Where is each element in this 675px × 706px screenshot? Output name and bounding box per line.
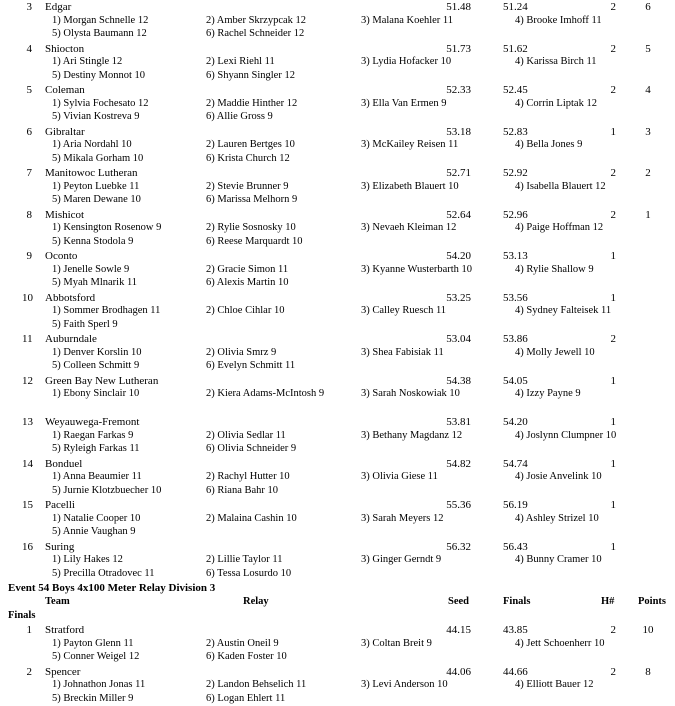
header-finals: Finals xyxy=(503,595,530,609)
relay-runner-1: 1) Ari Stingle 12 xyxy=(52,55,122,69)
entry-line xyxy=(0,235,675,249)
entry-line xyxy=(0,276,675,290)
section-label: Finals xyxy=(0,609,675,623)
result-entry xyxy=(0,415,675,457)
entry-line xyxy=(0,442,675,456)
entry-line xyxy=(0,401,675,415)
relay-runner-2: 2) Rylie Sosnosky 10 xyxy=(206,221,296,235)
entry-line xyxy=(0,415,675,429)
relay-runner-2: 2) Lillie Taylor 11 xyxy=(206,553,283,567)
final-time: 54.05 xyxy=(503,374,528,388)
place-number: 14 xyxy=(22,457,32,471)
team-name: Shiocton xyxy=(45,42,84,56)
entry-line xyxy=(0,498,675,512)
relay-runner-1: 1) Payton Glenn 11 xyxy=(52,637,134,651)
relay-runner-6: 6) Shyann Singler 12 xyxy=(206,69,295,83)
relay-runner-6: 6) Krista Church 12 xyxy=(206,152,290,166)
relay-runner-3: 3) Malana Koehler 11 xyxy=(361,14,453,28)
place-number: 3 xyxy=(22,0,32,14)
seed-time: 54.20 xyxy=(420,249,471,263)
relay-runner-3: 3) Shea Fabisiak 11 xyxy=(361,346,444,360)
points-value: 3 xyxy=(640,125,656,139)
entry-line xyxy=(0,97,675,111)
heat-number: 1 xyxy=(600,457,616,471)
relay-runner-6: 6) Kaden Foster 10 xyxy=(206,650,287,664)
place-number: 6 xyxy=(22,125,32,139)
relay-runner-6: 6) Tessa Losurdo 10 xyxy=(206,567,291,581)
result-entry xyxy=(0,291,675,333)
heat-number: 2 xyxy=(600,332,616,346)
relay-runner-3: 3) Kyanne Wusterbarth 10 xyxy=(361,263,472,277)
final-time: 54.74 xyxy=(503,457,528,471)
place-number: 9 xyxy=(22,249,32,263)
entry-line xyxy=(0,678,675,692)
relay-runner-1: 1) Aria Nordahl 10 xyxy=(52,138,132,152)
entry-line xyxy=(0,110,675,124)
points-value: 1 xyxy=(640,208,656,222)
relay-runner-5: 5) Destiny Monnot 10 xyxy=(52,69,145,83)
final-time: 51.62 xyxy=(503,42,528,56)
entry-line xyxy=(0,55,675,69)
seed-time: 52.64 xyxy=(420,208,471,222)
entry-line xyxy=(0,525,675,539)
seed-time: 54.38 xyxy=(420,374,471,388)
seed-time: 44.06 xyxy=(420,665,471,679)
heat-number: 2 xyxy=(600,0,616,14)
team-name: Coleman xyxy=(45,83,85,97)
entry-line xyxy=(0,359,675,373)
relay-runner-3: 3) Sarah Meyers 12 xyxy=(361,512,444,526)
relay-runner-6: 6) Rachel Schneider 12 xyxy=(206,27,304,41)
relay-runner-2: 2) Chloe Cihlar 10 xyxy=(206,304,284,318)
header-relay: Relay xyxy=(243,595,269,609)
relay-runner-1: 1) Raegan Farkas 9 xyxy=(52,429,133,443)
relay-runner-1: 1) Morgan Schnelle 12 xyxy=(52,14,148,28)
entry-line xyxy=(0,249,675,263)
relay-runner-2: 2) Olivia Smrz 9 xyxy=(206,346,276,360)
relay-runner-4: 4) Bella Jones 9 xyxy=(515,138,582,152)
relay-runner-2: 2) Gracie Simon 11 xyxy=(206,263,288,277)
seed-time: 52.33 xyxy=(420,83,471,97)
entry-line xyxy=(0,332,675,346)
seed-time: 53.18 xyxy=(420,125,471,139)
relay-runner-3: 3) Bethany Magdanz 12 xyxy=(361,429,462,443)
team-name: Oconto xyxy=(45,249,77,263)
result-entry xyxy=(0,166,675,208)
result-entry xyxy=(0,42,675,84)
place-number: 10 xyxy=(22,291,32,305)
place-number: 8 xyxy=(22,208,32,222)
seed-time: 51.48 xyxy=(420,0,471,14)
relay-runner-1: 1) Ebony Sinclair 10 xyxy=(52,387,139,401)
place-number: 1 xyxy=(22,623,32,637)
team-name: Auburndale xyxy=(45,332,97,346)
relay-runner-4: 4) Joslynn Clumpner 10 xyxy=(515,429,616,443)
relay-runner-5: 5) Mikala Gorham 10 xyxy=(52,152,143,166)
relay-runner-6: 6) Riana Bahr 10 xyxy=(206,484,278,498)
entry-line xyxy=(0,540,675,554)
heat-number: 1 xyxy=(600,125,616,139)
team-name: Stratford xyxy=(45,623,84,637)
relay-runner-6: 6) Evelyn Schmitt 11 xyxy=(206,359,295,373)
relay-runner-6: 6) Reese Marquardt 10 xyxy=(206,235,303,249)
relay-runner-2: 2) Kiera Adams-McIntosh 9 xyxy=(206,387,324,401)
final-time: 44.66 xyxy=(503,665,528,679)
entry-line xyxy=(0,512,675,526)
relay-runner-4: 4) Paige Hoffman 12 xyxy=(515,221,603,235)
team-name: Green Bay New Lutheran xyxy=(45,374,158,388)
final-time: 54.20 xyxy=(503,415,528,429)
relay-runner-1: 1) Kensington Rosenow 9 xyxy=(52,221,161,235)
place-number: 7 xyxy=(22,166,32,180)
relay-runner-6: 6) Olivia Schneider 9 xyxy=(206,442,296,456)
entry-line xyxy=(0,208,675,222)
relay-runner-5: 5) Jurnie Klotzbuecher 10 xyxy=(52,484,161,498)
team-name: Pacelli xyxy=(45,498,75,512)
points-value: 4 xyxy=(640,83,656,97)
final-time: 53.13 xyxy=(503,249,528,263)
entry-line xyxy=(0,692,675,706)
team-name: Abbotsford xyxy=(45,291,95,305)
result-entry xyxy=(0,623,675,665)
relay-runner-2: 2) Lauren Bertges 10 xyxy=(206,138,295,152)
relay-runner-5: 5) Olysta Baumann 12 xyxy=(52,27,147,41)
relay-runner-5: 5) Faith Sperl 9 xyxy=(52,318,118,332)
relay-runner-2: 2) Rachyl Hutter 10 xyxy=(206,470,290,484)
final-time: 53.56 xyxy=(503,291,528,305)
entry-line xyxy=(0,429,675,443)
heat-number: 2 xyxy=(600,42,616,56)
relay-runner-4: 4) Rylie Shallow 9 xyxy=(515,263,594,277)
relay-runner-1: 1) Sylvia Fochesato 12 xyxy=(52,97,149,111)
final-time: 52.45 xyxy=(503,83,528,97)
entry-line xyxy=(0,0,675,14)
entry-line xyxy=(0,374,675,388)
final-time: 43.85 xyxy=(503,623,528,637)
relay-runner-3: 3) Lydia Hofacker 10 xyxy=(361,55,451,69)
heat-number: 2 xyxy=(600,166,616,180)
result-entry xyxy=(0,457,675,499)
relay-runner-4: 4) Corrin Liptak 12 xyxy=(515,97,597,111)
final-time: 52.83 xyxy=(503,125,528,139)
entry-line xyxy=(0,291,675,305)
heat-number: 2 xyxy=(600,83,616,97)
place-number: 13 xyxy=(22,415,32,429)
relay-runner-1: 1) Denver Korslin 10 xyxy=(52,346,142,360)
relay-runner-4: 4) Molly Jewell 10 xyxy=(515,346,595,360)
team-name: Bonduel xyxy=(45,457,82,471)
entry-line xyxy=(0,457,675,471)
relay-runner-2: 2) Lexi Riehl 11 xyxy=(206,55,275,69)
final-time: 56.19 xyxy=(503,498,528,512)
seed-time: 53.81 xyxy=(420,415,471,429)
heat-number: 2 xyxy=(600,665,616,679)
relay-runner-4: 4) Karissa Birch 11 xyxy=(515,55,597,69)
place-number: 2 xyxy=(22,665,32,679)
relay-runner-3: 3) Calley Ruesch 11 xyxy=(361,304,446,318)
seed-time: 56.32 xyxy=(420,540,471,554)
result-entry xyxy=(0,540,675,582)
heat-number: 1 xyxy=(600,249,616,263)
result-entry xyxy=(0,0,675,42)
relay-runner-4: 4) Brooke Imhoff 11 xyxy=(515,14,602,28)
entry-line xyxy=(0,346,675,360)
points-value: 10 xyxy=(640,623,656,637)
entry-line xyxy=(0,567,675,581)
relay-runner-5: 5) Precilla Otradovec 11 xyxy=(52,567,155,581)
final-time: 52.96 xyxy=(503,208,528,222)
relay-runner-5: 5) Ryleigh Farkas 11 xyxy=(52,442,140,456)
final-time: 53.86 xyxy=(503,332,528,346)
result-entry xyxy=(0,332,675,374)
final-time: 56.43 xyxy=(503,540,528,554)
relay-runner-6: 6) Marissa Melhorn 9 xyxy=(206,193,297,207)
entry-line xyxy=(0,193,675,207)
entry-line xyxy=(0,623,675,637)
relay-runner-4: 4) Elliott Bauer 12 xyxy=(515,678,593,692)
relay-runner-3: 3) Levi Anderson 10 xyxy=(361,678,448,692)
entry-line xyxy=(0,470,675,484)
result-entry xyxy=(0,374,675,416)
header-team: Team xyxy=(45,595,70,609)
seed-time: 51.73 xyxy=(420,42,471,56)
relay-runner-5: 5) Myah Mlnarik 11 xyxy=(52,276,137,290)
relay-runner-1: 1) Johnathon Jonas 11 xyxy=(52,678,145,692)
team-name: Edgar xyxy=(45,0,71,14)
relay-runner-4: 4) Isabella Blauert 12 xyxy=(515,180,606,194)
relay-runner-1: 1) Jenelle Sowle 9 xyxy=(52,263,129,277)
team-name: Suring xyxy=(45,540,74,554)
points-value: 2 xyxy=(640,166,656,180)
relay-runner-2: 2) Austin Oneil 9 xyxy=(206,637,279,651)
relay-runner-4: 4) Sydney Falteisek 11 xyxy=(515,304,611,318)
place-number: 11 xyxy=(22,332,32,346)
entry-line xyxy=(0,318,675,332)
relay-runner-4: 4) Bunny Cramer 10 xyxy=(515,553,602,567)
entry-line xyxy=(0,650,675,664)
relay-runner-3: 3) Coltan Breit 9 xyxy=(361,637,432,651)
relay-runner-6: 6) Alexis Martin 10 xyxy=(206,276,289,290)
seed-time: 54.82 xyxy=(420,457,471,471)
relay-runner-1: 1) Natalie Cooper 10 xyxy=(52,512,140,526)
relay-runner-2: 2) Olivia Sedlar 11 xyxy=(206,429,286,443)
final-time: 51.24 xyxy=(503,0,528,14)
relay-runner-1: 1) Anna Beaumier 11 xyxy=(52,470,142,484)
entry-line xyxy=(0,152,675,166)
entry-line xyxy=(0,27,675,41)
relay-runner-2: 2) Maddie Hinther 12 xyxy=(206,97,297,111)
relay-runner-3: 3) Ella Van Ermen 9 xyxy=(361,97,447,111)
result-entry xyxy=(0,498,675,540)
entry-line xyxy=(0,387,675,401)
relay-runner-6: 6) Allie Gross 9 xyxy=(206,110,273,124)
entry-line xyxy=(0,69,675,83)
relay-runner-5: 5) Breckin Miller 9 xyxy=(52,692,133,706)
seed-time: 55.36 xyxy=(420,498,471,512)
entry-line xyxy=(0,42,675,56)
team-name: Weyauwega-Fremont xyxy=(45,415,139,429)
relay-runner-3: 3) Sarah Noskowiak 10 xyxy=(361,387,460,401)
relay-runner-2: 2) Landon Behselich 11 xyxy=(206,678,306,692)
relay-runner-4: 4) Jett Schoenherr 10 xyxy=(515,637,605,651)
entry-line xyxy=(0,221,675,235)
entry-line xyxy=(0,484,675,498)
relay-runner-1: 1) Sommer Brodhagen 11 xyxy=(52,304,160,318)
relay-runner-3: 3) Nevaeh Kleiman 12 xyxy=(361,221,456,235)
relay-runner-3: 3) Ginger Gerndt 9 xyxy=(361,553,441,567)
relay-runner-4: 4) Josie Anvelink 10 xyxy=(515,470,602,484)
place-number: 5 xyxy=(22,83,32,97)
result-entry xyxy=(0,83,675,125)
relay-runner-5: 5) Conner Weigel 12 xyxy=(52,650,139,664)
heat-number: 2 xyxy=(600,623,616,637)
relay-runner-5: 5) Colleen Schmitt 9 xyxy=(52,359,139,373)
entry-line xyxy=(0,553,675,567)
relay-runner-5: 5) Vivian Kostreva 9 xyxy=(52,110,140,124)
entry-line xyxy=(0,180,675,194)
entry-line xyxy=(0,166,675,180)
relay-runner-1: 1) Lily Hakes 12 xyxy=(52,553,123,567)
relay-runner-2: 2) Amber Skrzypcak 12 xyxy=(206,14,306,28)
result-entry xyxy=(0,249,675,291)
heat-number: 1 xyxy=(600,291,616,305)
team-name: Mishicot xyxy=(45,208,84,222)
relay-runner-1: 1) Peyton Luebke 11 xyxy=(52,180,139,194)
heat-number: 1 xyxy=(600,374,616,388)
points-value: 6 xyxy=(640,0,656,14)
header-seed: Seed xyxy=(448,595,469,609)
entry-line xyxy=(0,138,675,152)
entry-line xyxy=(0,637,675,651)
seed-time: 53.25 xyxy=(420,291,471,305)
header-heat: H# xyxy=(601,595,614,609)
result-entry xyxy=(0,208,675,250)
relay-runner-2: 2) Malaina Cashin 10 xyxy=(206,512,297,526)
boys-relay-results-list xyxy=(0,623,675,706)
heat-number: 1 xyxy=(600,415,616,429)
heat-number: 1 xyxy=(600,498,616,512)
relay-runner-6: 6) Logan Ehlert 11 xyxy=(206,692,285,706)
relay-runner-5: 5) Kenna Stodola 9 xyxy=(52,235,133,249)
relay-runner-3: 3) Olivia Giese 11 xyxy=(361,470,438,484)
relay-runner-4: 4) Izzy Payne 9 xyxy=(515,387,581,401)
result-entry xyxy=(0,125,675,167)
place-number: 15 xyxy=(22,498,32,512)
place-number: 16 xyxy=(22,540,32,554)
place-number: 4 xyxy=(22,42,32,56)
entry-line xyxy=(0,665,675,679)
seed-time: 52.71 xyxy=(420,166,471,180)
relay-runner-3: 3) Elizabeth Blauert 10 xyxy=(361,180,459,194)
entry-line xyxy=(0,125,675,139)
relay-runner-5: 5) Annie Vaughan 9 xyxy=(52,525,136,539)
entry-line xyxy=(0,83,675,97)
team-name: Manitowoc Lutheran xyxy=(45,166,138,180)
relay-runner-2: 2) Stevie Brunner 9 xyxy=(206,180,289,194)
place-number: 12 xyxy=(22,374,32,388)
column-headers xyxy=(0,595,675,609)
points-value: 5 xyxy=(640,42,656,56)
event-title: Event 54 Boys 4x100 Meter Relay Division 3 xyxy=(0,581,675,595)
seed-time: 44.15 xyxy=(420,623,471,637)
team-name: Spencer xyxy=(45,665,80,679)
team-name: Gibraltar xyxy=(45,125,85,139)
relay-runner-4: 4) Ashley Strizel 10 xyxy=(515,512,599,526)
relay-runner-5: 5) Maren Dewane 10 xyxy=(52,193,141,207)
entry-line xyxy=(0,14,675,28)
relay-runner-3: 3) McKailey Reisen 11 xyxy=(361,138,458,152)
entry-line xyxy=(0,263,675,277)
final-time: 52.92 xyxy=(503,166,528,180)
points-value: 8 xyxy=(640,665,656,679)
seed-time: 53.04 xyxy=(420,332,471,346)
heat-number: 2 xyxy=(600,208,616,222)
entry-line xyxy=(0,304,675,318)
header-points: Points xyxy=(638,595,666,609)
heat-number: 1 xyxy=(600,540,616,554)
